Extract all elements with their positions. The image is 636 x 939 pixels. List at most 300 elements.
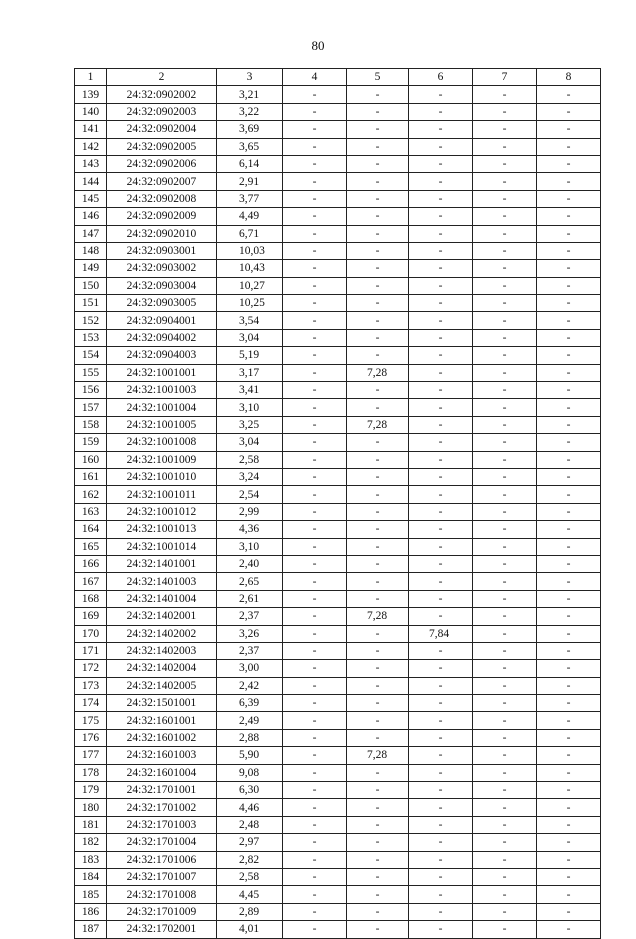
table-cell-col-4: -: [283, 729, 347, 746]
table-row: [75, 660, 601, 677]
table-cell-col-6: -: [409, 347, 473, 364]
table-cell-col-2: 24:32:1001011: [107, 486, 217, 503]
table-cell-col-7: -: [473, 886, 537, 903]
table-cell-col-6: -: [409, 921, 473, 938]
table-cell-col-2: 24:32:1402003: [107, 642, 217, 659]
table-cell-col-8: -: [537, 868, 601, 885]
table-cell-col-8: -: [537, 886, 601, 903]
column-header: 2: [107, 69, 217, 86]
table-cell-col-5: 7,28: [347, 747, 409, 764]
table-cell-col-1: 162: [75, 486, 107, 503]
table-row: [75, 677, 601, 694]
table-cell-col-2: 24:32:1701009: [107, 903, 217, 920]
table-cell-col-2: 24:32:0902006: [107, 155, 217, 172]
table-cell-col-8: -: [537, 312, 601, 329]
table-cell-col-8: -: [537, 903, 601, 920]
table-cell-col-1: 187: [75, 921, 107, 938]
table-cell-col-5: -: [347, 764, 409, 781]
table-cell-col-3: 3,04: [217, 434, 283, 451]
table-cell-col-5: 7,28: [347, 608, 409, 625]
table-cell-col-3: 2,48: [217, 816, 283, 833]
table-cell-col-6: -: [409, 121, 473, 138]
table-cell-col-7: -: [473, 173, 537, 190]
table-cell-col-8: -: [537, 799, 601, 816]
table-cell-col-3: 2,37: [217, 608, 283, 625]
table-cell-col-3: 5,90: [217, 747, 283, 764]
table-cell-col-7: -: [473, 677, 537, 694]
table-row: [75, 903, 601, 920]
table-cell-col-5: -: [347, 225, 409, 242]
column-header: 5: [347, 69, 409, 86]
table-cell-col-7: -: [473, 868, 537, 885]
table-cell-col-1: 184: [75, 868, 107, 885]
table-cell-col-5: -: [347, 868, 409, 885]
table-cell-col-5: -: [347, 677, 409, 694]
table-cell-col-1: 155: [75, 364, 107, 381]
table-row: [75, 886, 601, 903]
table-cell-col-4: -: [283, 868, 347, 885]
table-cell-col-6: -: [409, 329, 473, 346]
table-cell-col-4: -: [283, 625, 347, 642]
table-cell-col-5: -: [347, 729, 409, 746]
table-cell-col-6: -: [409, 312, 473, 329]
table-cell-col-4: -: [283, 399, 347, 416]
table-cell-col-7: -: [473, 121, 537, 138]
table-cell-col-7: -: [473, 155, 537, 172]
table-cell-col-2: 24:32:0902002: [107, 86, 217, 103]
table-cell-col-6: -: [409, 851, 473, 868]
table-cell-col-1: 173: [75, 677, 107, 694]
table-cell-col-8: -: [537, 468, 601, 485]
table-cell-col-4: -: [283, 260, 347, 277]
table-row: [75, 295, 601, 312]
table-row: [75, 921, 601, 938]
table-cell-col-2: 24:32:1001003: [107, 382, 217, 399]
table-cell-col-5: -: [347, 468, 409, 485]
table-cell-col-2: 24:32:1701001: [107, 782, 217, 799]
table-cell-col-6: -: [409, 642, 473, 659]
table-cell-col-7: -: [473, 190, 537, 207]
table-cell-col-3: 4,36: [217, 521, 283, 538]
table-cell-col-8: -: [537, 608, 601, 625]
table-cell-col-1: 177: [75, 747, 107, 764]
table-cell-col-1: 140: [75, 103, 107, 120]
table-row: [75, 764, 601, 781]
table-cell-col-4: -: [283, 347, 347, 364]
table-cell-col-7: -: [473, 399, 537, 416]
table-cell-col-4: -: [283, 382, 347, 399]
table-cell-col-1: 139: [75, 86, 107, 103]
table-cell-col-6: -: [409, 416, 473, 433]
table-cell-col-1: 156: [75, 382, 107, 399]
table-cell-col-3: 3,04: [217, 329, 283, 346]
table-cell-col-1: 176: [75, 729, 107, 746]
table-cell-col-1: 163: [75, 503, 107, 520]
table-cell-col-5: -: [347, 208, 409, 225]
table-cell-col-4: -: [283, 503, 347, 520]
table-cell-col-7: -: [473, 434, 537, 451]
column-header: 1: [75, 69, 107, 86]
table-cell-col-8: -: [537, 260, 601, 277]
table-cell-col-3: 10,03: [217, 242, 283, 259]
table-cell-col-8: -: [537, 764, 601, 781]
page-number: 80: [311, 38, 325, 53]
table-cell-col-7: -: [473, 555, 537, 572]
table-cell-col-5: -: [347, 695, 409, 712]
table-cell-col-4: -: [283, 225, 347, 242]
table-cell-col-1: 143: [75, 155, 107, 172]
table-cell-col-8: -: [537, 190, 601, 207]
table-cell-col-8: -: [537, 816, 601, 833]
table-row: [75, 347, 601, 364]
table-cell-col-8: -: [537, 225, 601, 242]
table-cell-col-2: 24:32:1001013: [107, 521, 217, 538]
table-cell-col-8: -: [537, 677, 601, 694]
table-cell-col-6: -: [409, 764, 473, 781]
table-cell-col-3: 2,49: [217, 712, 283, 729]
table-cell-col-3: 2,58: [217, 868, 283, 885]
table-cell-col-2: 24:32:0904001: [107, 312, 217, 329]
table-cell-col-3: 6,30: [217, 782, 283, 799]
table-cell-col-8: -: [537, 155, 601, 172]
table-cell-col-3: 6,71: [217, 225, 283, 242]
table-cell-col-1: 182: [75, 834, 107, 851]
table-cell-col-6: -: [409, 173, 473, 190]
table-cell-col-1: 165: [75, 538, 107, 555]
table-row: [75, 486, 601, 503]
table-body: [75, 86, 601, 938]
table-cell-col-5: -: [347, 173, 409, 190]
table-cell-col-3: 4,45: [217, 886, 283, 903]
table-cell-col-8: -: [537, 695, 601, 712]
table-cell-col-4: -: [283, 903, 347, 920]
table-cell-col-7: -: [473, 660, 537, 677]
table-cell-col-3: 2,99: [217, 503, 283, 520]
table-cell-col-3: 3,54: [217, 312, 283, 329]
table-cell-col-8: -: [537, 434, 601, 451]
table-cell-col-8: -: [537, 347, 601, 364]
table-cell-col-4: -: [283, 486, 347, 503]
table-cell-col-6: -: [409, 86, 473, 103]
table-cell-col-7: -: [473, 816, 537, 833]
table-cell-col-1: 169: [75, 608, 107, 625]
table-cell-col-2: 24:32:0903002: [107, 260, 217, 277]
table-cell-col-7: -: [473, 503, 537, 520]
table-cell-col-8: -: [537, 103, 601, 120]
table-cell-col-5: -: [347, 782, 409, 799]
table-cell-col-4: -: [283, 155, 347, 172]
table-cell-col-1: 179: [75, 782, 107, 799]
table-row: [75, 416, 601, 433]
table-cell-col-6: -: [409, 608, 473, 625]
table-cell-col-7: -: [473, 538, 537, 555]
table-cell-col-6: -: [409, 799, 473, 816]
table-cell-col-3: 2,82: [217, 851, 283, 868]
table-row: [75, 590, 601, 607]
table-cell-col-4: -: [283, 364, 347, 381]
table-cell-col-2: 24:32:1001009: [107, 451, 217, 468]
table-cell-col-8: -: [537, 486, 601, 503]
table-cell-col-5: -: [347, 347, 409, 364]
table-row: [75, 242, 601, 259]
table-cell-col-4: -: [283, 816, 347, 833]
table-cell-col-1: 144: [75, 173, 107, 190]
table-cell-col-3: 10,27: [217, 277, 283, 294]
table-row: [75, 468, 601, 485]
table-cell-col-6: -: [409, 695, 473, 712]
table-cell-col-4: -: [283, 312, 347, 329]
table-cell-col-5: -: [347, 903, 409, 920]
table-cell-col-4: -: [283, 834, 347, 851]
table-cell-col-7: -: [473, 277, 537, 294]
table-row: [75, 399, 601, 416]
table-cell-col-1: 183: [75, 851, 107, 868]
table-cell-col-4: -: [283, 521, 347, 538]
table-cell-col-1: 159: [75, 434, 107, 451]
table-cell-col-6: -: [409, 660, 473, 677]
table-row: [75, 868, 601, 885]
table-cell-col-3: 2,40: [217, 555, 283, 572]
table-cell-col-2: 24:32:0902004: [107, 121, 217, 138]
table-cell-col-8: -: [537, 138, 601, 155]
table-cell-col-6: -: [409, 555, 473, 572]
table-cell-col-4: -: [283, 555, 347, 572]
table-row: [75, 503, 601, 520]
table-row: [75, 799, 601, 816]
table-cell-col-8: -: [537, 625, 601, 642]
table-cell-col-3: 3,10: [217, 399, 283, 416]
table-cell-col-2: 24:32:1401003: [107, 573, 217, 590]
table-cell-col-8: -: [537, 503, 601, 520]
table-cell-col-7: -: [473, 364, 537, 381]
table-cell-col-5: -: [347, 538, 409, 555]
table-cell-col-1: 147: [75, 225, 107, 242]
table-row: [75, 782, 601, 799]
column-header: 8: [537, 69, 601, 86]
table-cell-col-3: 6,39: [217, 695, 283, 712]
table-cell-col-2: 24:32:1601002: [107, 729, 217, 746]
table-cell-col-8: -: [537, 590, 601, 607]
table-cell-col-2: 24:32:0902008: [107, 190, 217, 207]
table-cell-col-4: -: [283, 538, 347, 555]
table-cell-col-5: 7,28: [347, 364, 409, 381]
table-cell-col-8: -: [537, 921, 601, 938]
table-cell-col-5: -: [347, 242, 409, 259]
table-cell-col-5: -: [347, 451, 409, 468]
table-cell-col-8: -: [537, 173, 601, 190]
table-cell-col-4: -: [283, 173, 347, 190]
table-cell-col-3: 3,22: [217, 103, 283, 120]
table-cell-col-7: -: [473, 295, 537, 312]
table-cell-col-8: -: [537, 660, 601, 677]
table-cell-col-6: -: [409, 590, 473, 607]
table-cell-col-4: -: [283, 799, 347, 816]
table-cell-col-6: -: [409, 103, 473, 120]
table-cell-col-8: -: [537, 642, 601, 659]
table-cell-col-1: 171: [75, 642, 107, 659]
table-cell-col-4: -: [283, 695, 347, 712]
table-cell-col-6: -: [409, 260, 473, 277]
table-cell-col-7: -: [473, 260, 537, 277]
table-cell-col-3: 3,21: [217, 86, 283, 103]
table-cell-col-7: -: [473, 329, 537, 346]
table-row: [75, 155, 601, 172]
table-cell-col-3: 3,24: [217, 468, 283, 485]
table-cell-col-1: 148: [75, 242, 107, 259]
table-cell-col-7: -: [473, 451, 537, 468]
table-cell-col-8: -: [537, 834, 601, 851]
table-cell-col-3: 2,65: [217, 573, 283, 590]
table-cell-col-2: 24:32:1001004: [107, 399, 217, 416]
table-cell-col-3: 4,01: [217, 921, 283, 938]
table-cell-col-5: -: [347, 521, 409, 538]
table-cell-col-5: -: [347, 625, 409, 642]
table-cell-col-2: 24:32:0902009: [107, 208, 217, 225]
table-cell-col-7: -: [473, 103, 537, 120]
table-cell-col-5: -: [347, 138, 409, 155]
table-cell-col-4: -: [283, 573, 347, 590]
table-cell-col-2: 24:32:1701006: [107, 851, 217, 868]
table-cell-col-8: -: [537, 86, 601, 103]
table-cell-col-6: -: [409, 468, 473, 485]
table-cell-col-4: -: [283, 782, 347, 799]
table-cell-col-8: -: [537, 364, 601, 381]
table-row: [75, 138, 601, 155]
table-row: [75, 434, 601, 451]
table-cell-col-5: -: [347, 816, 409, 833]
table-cell-col-3: 3,25: [217, 416, 283, 433]
table-cell-col-1: 186: [75, 903, 107, 920]
table-cell-col-2: 24:32:1001001: [107, 364, 217, 381]
table-cell-col-6: -: [409, 834, 473, 851]
table-cell-col-5: -: [347, 851, 409, 868]
table-cell-col-1: 161: [75, 468, 107, 485]
table-cell-col-1: 157: [75, 399, 107, 416]
table-cell-col-8: -: [537, 121, 601, 138]
table-cell-col-3: 3,77: [217, 190, 283, 207]
table-cell-col-2: 24:32:1402002: [107, 625, 217, 642]
table-row: [75, 364, 601, 381]
table-cell-col-7: -: [473, 225, 537, 242]
table-cell-col-5: -: [347, 86, 409, 103]
table-cell-col-4: -: [283, 921, 347, 938]
table-cell-col-5: -: [347, 155, 409, 172]
table-cell-col-1: 175: [75, 712, 107, 729]
table-cell-col-1: 146: [75, 208, 107, 225]
table-cell-col-6: -: [409, 155, 473, 172]
table-cell-col-5: -: [347, 260, 409, 277]
table-cell-col-2: 24:32:1702001: [107, 921, 217, 938]
table-cell-col-8: -: [537, 729, 601, 746]
table-cell-col-3: 10,25: [217, 295, 283, 312]
table-cell-col-6: -: [409, 242, 473, 259]
table-row: [75, 225, 601, 242]
table-cell-col-7: -: [473, 764, 537, 781]
table-cell-col-4: -: [283, 329, 347, 346]
table-cell-col-7: -: [473, 851, 537, 868]
table-cell-col-2: 24:32:1402001: [107, 608, 217, 625]
table-cell-col-7: -: [473, 86, 537, 103]
table-row: [75, 538, 601, 555]
table-cell-col-4: -: [283, 190, 347, 207]
table-cell-col-1: 160: [75, 451, 107, 468]
table-cell-col-1: 166: [75, 555, 107, 572]
table-cell-col-1: 153: [75, 329, 107, 346]
table-cell-col-2: 24:32:0903001: [107, 242, 217, 259]
table-cell-col-2: 24:32:1401001: [107, 555, 217, 572]
table-cell-col-5: -: [347, 329, 409, 346]
table-cell-col-1: 158: [75, 416, 107, 433]
table-cell-col-6: -: [409, 903, 473, 920]
table-row: [75, 103, 601, 120]
table-cell-col-4: -: [283, 660, 347, 677]
table-cell-col-2: 24:32:0904003: [107, 347, 217, 364]
table-cell-col-4: -: [283, 677, 347, 694]
table-cell-col-1: 181: [75, 816, 107, 833]
table-cell-col-2: 24:32:1402004: [107, 660, 217, 677]
table-cell-col-7: -: [473, 138, 537, 155]
table-row: [75, 573, 601, 590]
table-cell-col-8: -: [537, 521, 601, 538]
table-cell-col-7: -: [473, 903, 537, 920]
table-cell-col-5: -: [347, 295, 409, 312]
table-cell-col-6: -: [409, 295, 473, 312]
table-row: [75, 834, 601, 851]
table-row: [75, 190, 601, 207]
table-cell-col-5: -: [347, 660, 409, 677]
table-cell-col-6: -: [409, 538, 473, 555]
table-cell-col-5: 7,28: [347, 416, 409, 433]
table-cell-col-3: 9,08: [217, 764, 283, 781]
table-cell-col-2: 24:32:1501001: [107, 695, 217, 712]
table-cell-col-4: -: [283, 434, 347, 451]
table-cell-col-2: 24:32:1001010: [107, 468, 217, 485]
table-cell-col-2: 24:32:1701002: [107, 799, 217, 816]
table-cell-col-1: 142: [75, 138, 107, 155]
table-cell-col-6: -: [409, 868, 473, 885]
table-row: [75, 695, 601, 712]
table-cell-col-4: -: [283, 747, 347, 764]
table-cell-col-6: -: [409, 364, 473, 381]
table-cell-col-3: 2,58: [217, 451, 283, 468]
table-cell-col-7: -: [473, 312, 537, 329]
table-cell-col-5: -: [347, 277, 409, 294]
table-cell-col-7: -: [473, 712, 537, 729]
table-cell-col-8: -: [537, 295, 601, 312]
table-cell-col-6: -: [409, 677, 473, 694]
table-cell-col-3: 2,37: [217, 642, 283, 659]
table-row: [75, 312, 601, 329]
table-cell-col-6: -: [409, 747, 473, 764]
column-header: 7: [473, 69, 537, 86]
table-row: [75, 260, 601, 277]
table-cell-col-6: -: [409, 712, 473, 729]
table-cell-col-6: -: [409, 225, 473, 242]
table-cell-col-7: -: [473, 834, 537, 851]
table-cell-col-5: -: [347, 190, 409, 207]
table-cell-col-3: 3,26: [217, 625, 283, 642]
column-header: 6: [409, 69, 473, 86]
table-row: [75, 747, 601, 764]
table-cell-col-8: -: [537, 242, 601, 259]
table-cell-col-3: 2,97: [217, 834, 283, 851]
table-cell-col-3: 2,91: [217, 173, 283, 190]
table-cell-col-1: 164: [75, 521, 107, 538]
table-cell-col-7: -: [473, 242, 537, 259]
table-cell-col-4: -: [283, 242, 347, 259]
table-cell-col-6: -: [409, 573, 473, 590]
table-cell-col-4: -: [283, 121, 347, 138]
